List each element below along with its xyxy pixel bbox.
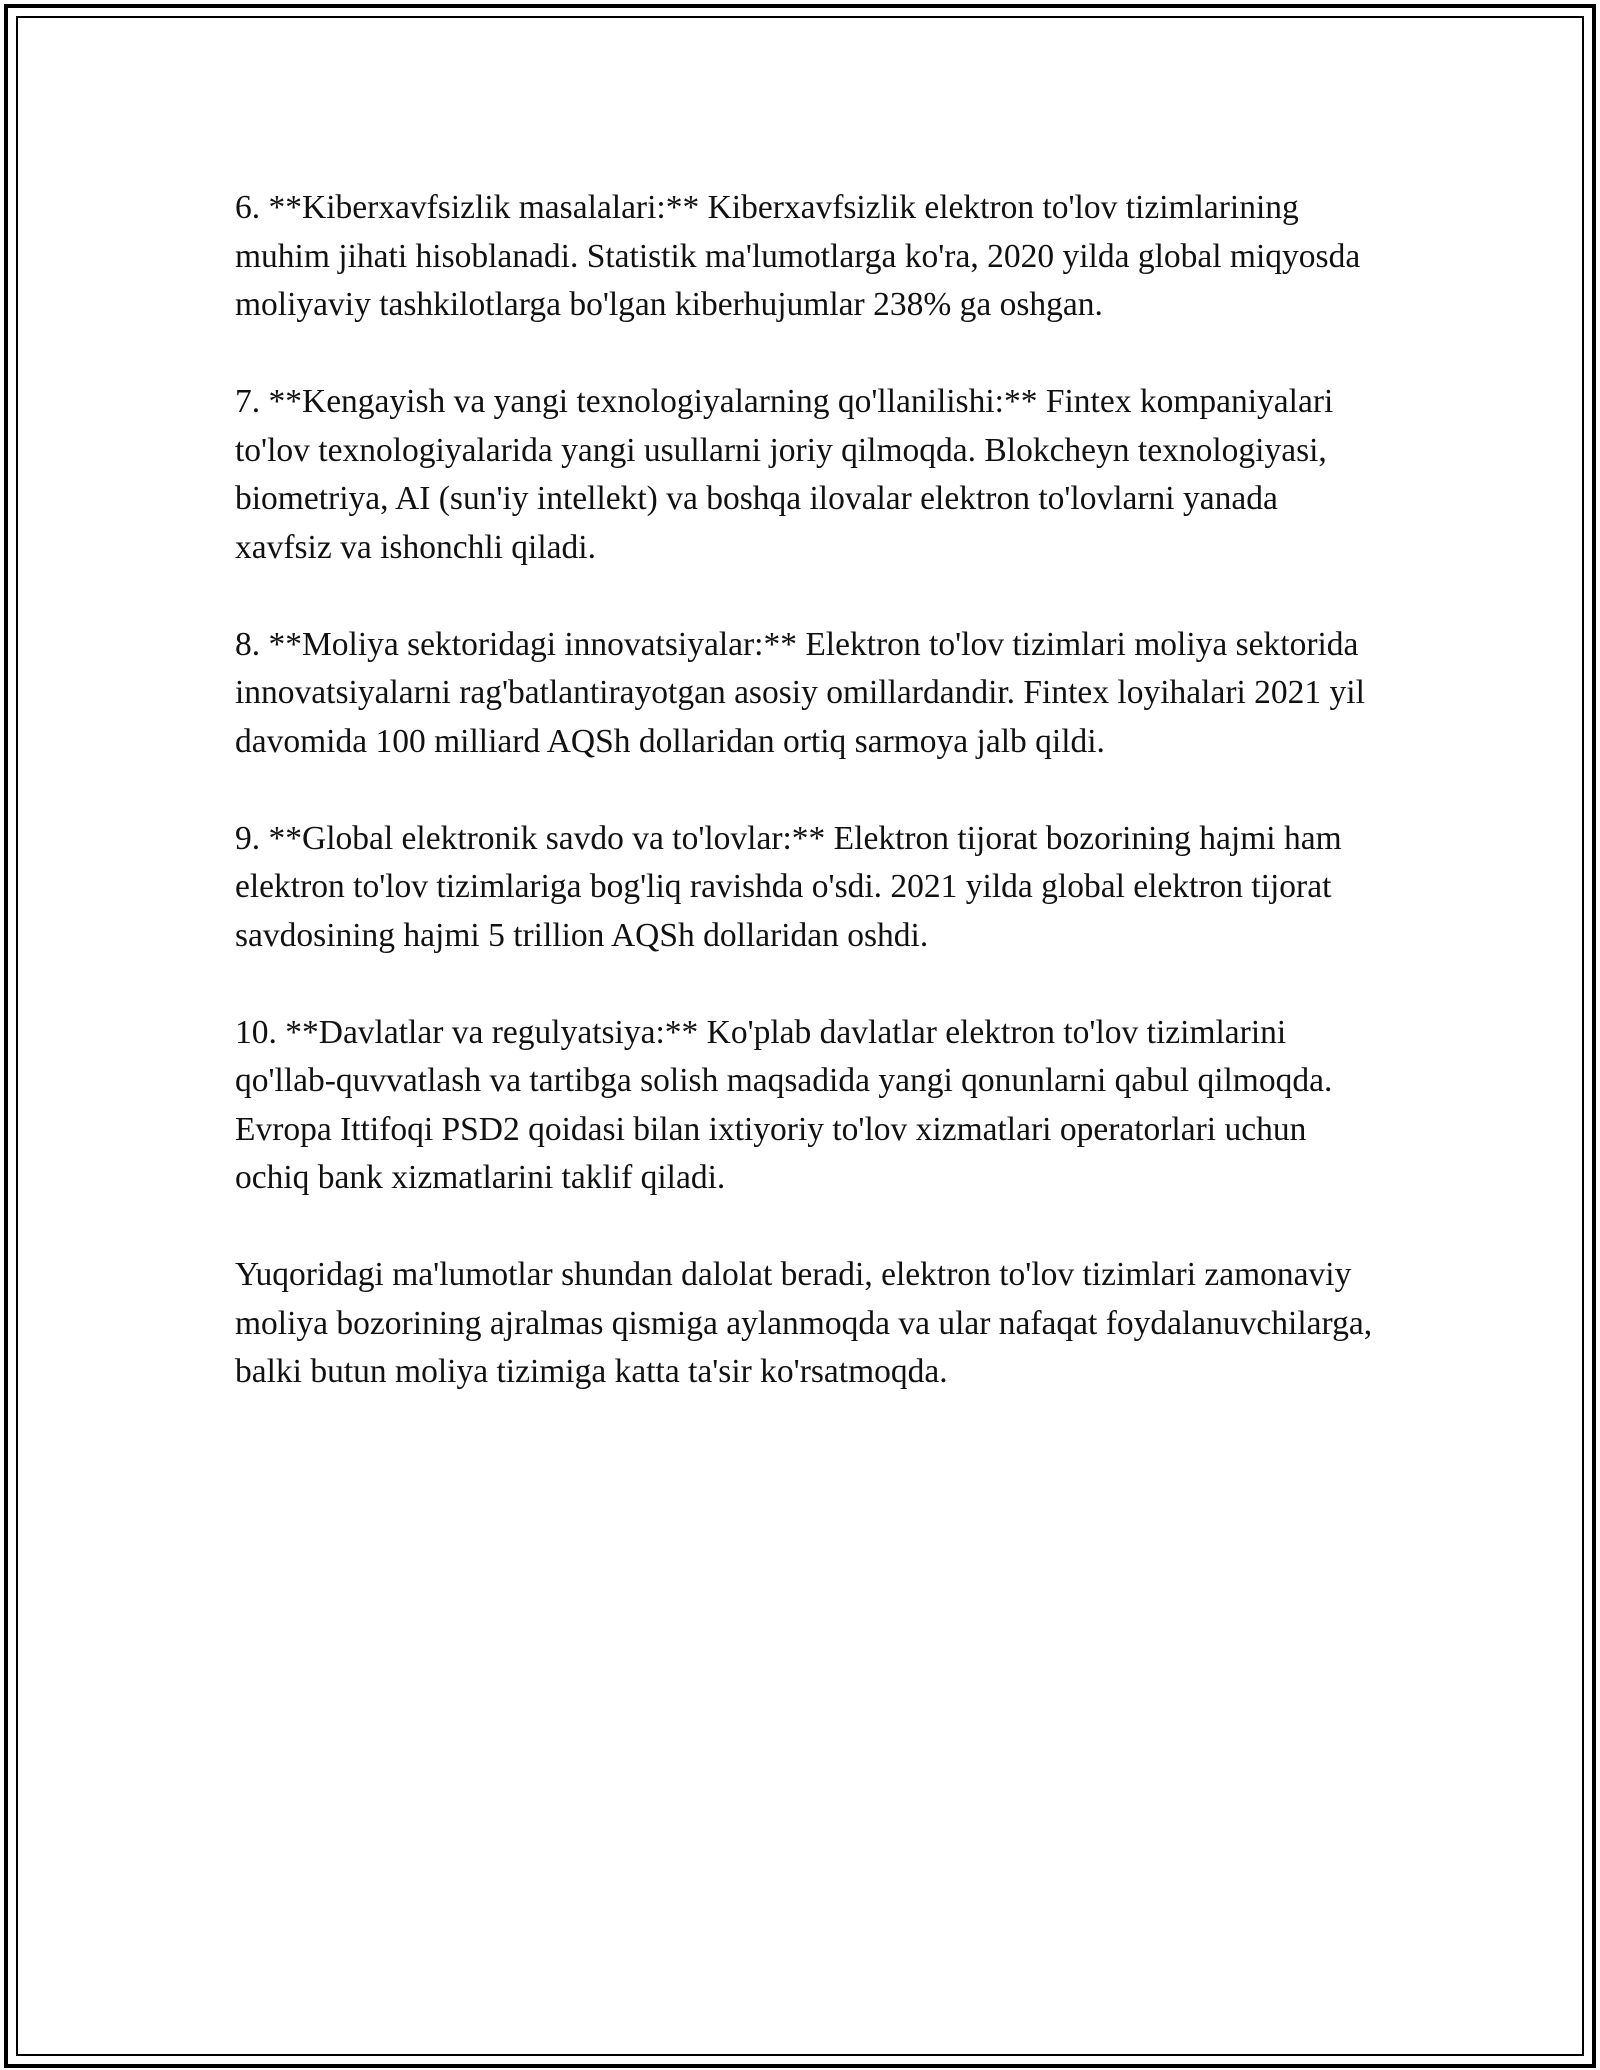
paragraph-regulation: 10. **Davlatlar va regulyatsiya:** Ko'plab davlatlar elektron to'lov tizimlarini qo'llab-quvvatlash va tartibga solish maqsadida yangi qonunlarni qabul qilmoqda. Evropa Ittifoqi PSD2 qoidasi bilan ixtiyoriy to'lov xizmatlari operatorlari uchun ochiq bank xizmatlarini taklif qiladi. [235,1013,1333,1196]
paragraph-cybersecurity: 6. **Kiberxavfsizlik masalalari:** Kiberxavfsizlik elektron to'lov tizimlarining muhim jihati hisoblanadi. Statistik ma'lumotlarga ko'ra, 2020 yilda global miqyosda moliyaviy tashkilotlarga bo'lgan kiberhujumlar 238% ga oshgan. [235,189,1361,323]
paragraph-global-ecommerce: 9. **Global elektronik savdo va to'lovlar:** Elektron tijorat bozorining hajmi ham elektron to'lov tizimlariga bog'liq ravishda o'sdi. 2021 yilda global elektron tijorat savdosining hajmi 5 trillion AQSh dollaridan oshdi. [235,819,1342,954]
paragraph-financial-innovations: 8. **Moliya sektoridagi innovatsiyalar:** Elektron to'lov tizimlari moliya sektorida innovatsiyalarni rag'batlantirayotgan asosiy omillardandir. Fintex loyihalari 2021 yil davomida 100 milliard AQSh dollaridan ortiq sarmoya jalb qildi. [235,625,1365,760]
paragraph-new-technologies: 7. **Kengayish va yangi texnologiyalarning qo'llanilishi:** Fintex kompaniyalari to'lov texnologiyalarida yangi usullarni joriy qilmoqda. Blokcheyn texnologiyasi, biometriya, AI (sun'iy intellekt) va boshqa ilovalar elektron to'lovlarni yanada xavfsiz va ishonchli qiladi. [235,383,1334,566]
paragraph-conclusion: Yuqoridagi ma'lumotlar shundan dalolat beradi, elektron to'lov tizimlari zamonaviy moliya bozorining ajralmas qismiga aylanmoqda va ular nafaqat foydalanuvchilarga, balki butun moliya tizimiga katta ta'sir ko'rsatmoqda. [235,1256,1373,1390]
document-body [235,184,1375,1445]
